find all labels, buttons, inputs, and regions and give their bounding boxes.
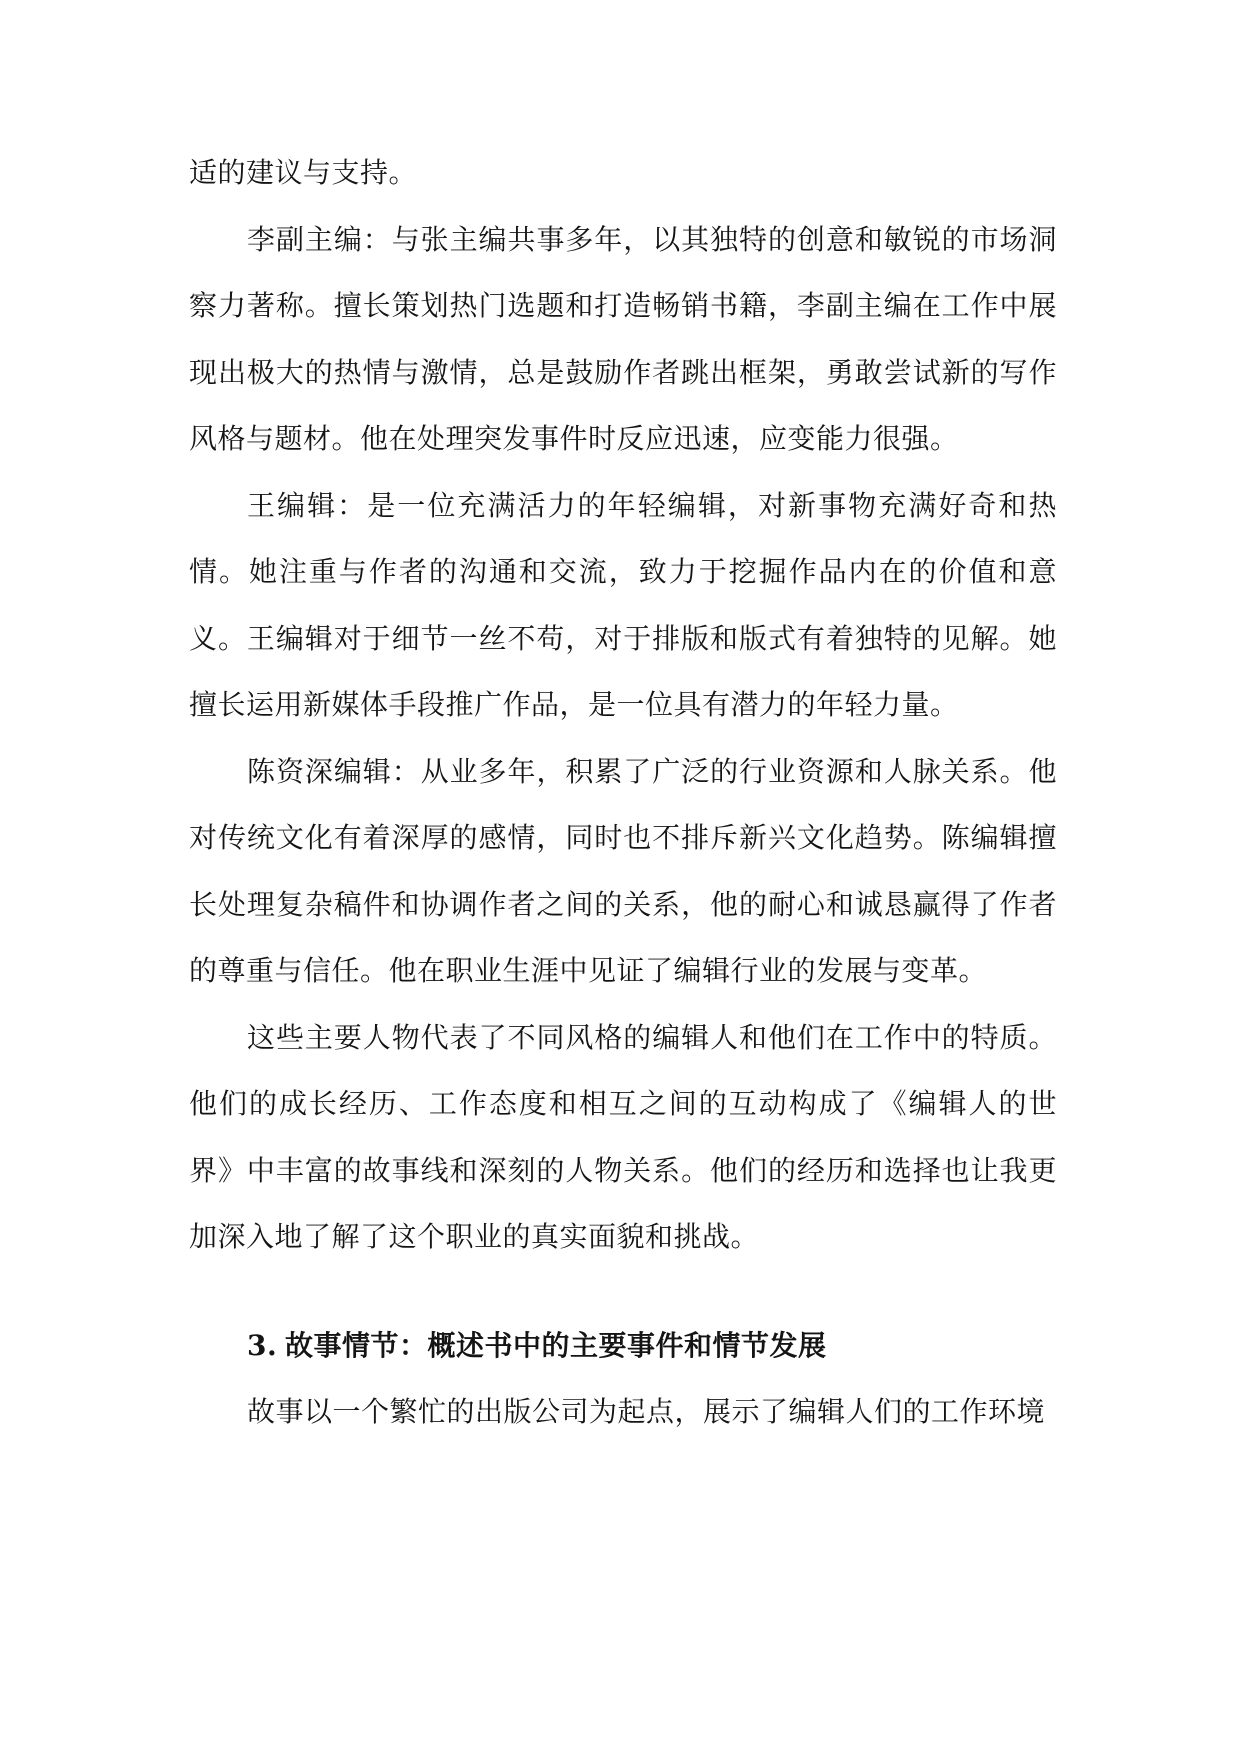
paragraph-characters-summary: 这些主要人物代表了不同风格的编辑人和他们在工作中的特质。他们的成长经历、工作态度和相互之间的互动构成了《编辑人的世界》中丰富的故事线和深刻的人物关系。他们的经历和选择也让我更加深入地了解了这个职业的真实面貌和挑战。: [189, 1020, 1057, 1253]
paragraph-deputy-editor-li: 李副主编：与张主编共事多年，以其独特的创意和敏锐的市场洞察力著称。擅长策划热门选题和打造畅销书籍，李副主编在工作中展现出极大的热情与激情，总是鼓励作者跳出框架，勇敢尝试新的写作风格与题材。他在处理突发事件时反应迅速，应变能力很强。: [189, 222, 1057, 455]
paragraph-continuation: 适的建议与支持。: [189, 156, 418, 189]
section-number: 3.: [247, 1328, 278, 1362]
paragraph-editor-wang: 王编辑：是一位充满活力的年轻编辑，对新事物充满好奇和热情。她注重与作者的沟通和交流，致力于挖掘作品内在的价值和意义。王编辑对于细节一丝不苟，对于排版和版式有着独特的见解。她擅长运用新媒体手段推广作品，是一位具有潜力的年轻力量。: [189, 488, 1057, 721]
page-content: [189, 140, 1057, 1445]
section-heading: [189, 1313, 1057, 1379]
section-title: 故事情节：概述书中的主要事件和情节发展: [285, 1328, 827, 1362]
paragraph-story-intro: 故事以一个繁忙的出版公司为起点，展示了编辑人们的工作环境: [247, 1394, 1046, 1428]
paragraph-senior-editor-chen: 陈资深编辑：从业多年，积累了广泛的行业资源和人脉关系。他对传统文化有着深厚的感情，同时也不排斥新兴文化趋势。陈编辑擅长处理复杂稿件和协调作者之间的关系，他的耐心和诚恳赢得了作者的尊重与信任。他在职业生涯中见证了编辑行业的发展与变革。: [189, 754, 1057, 987]
